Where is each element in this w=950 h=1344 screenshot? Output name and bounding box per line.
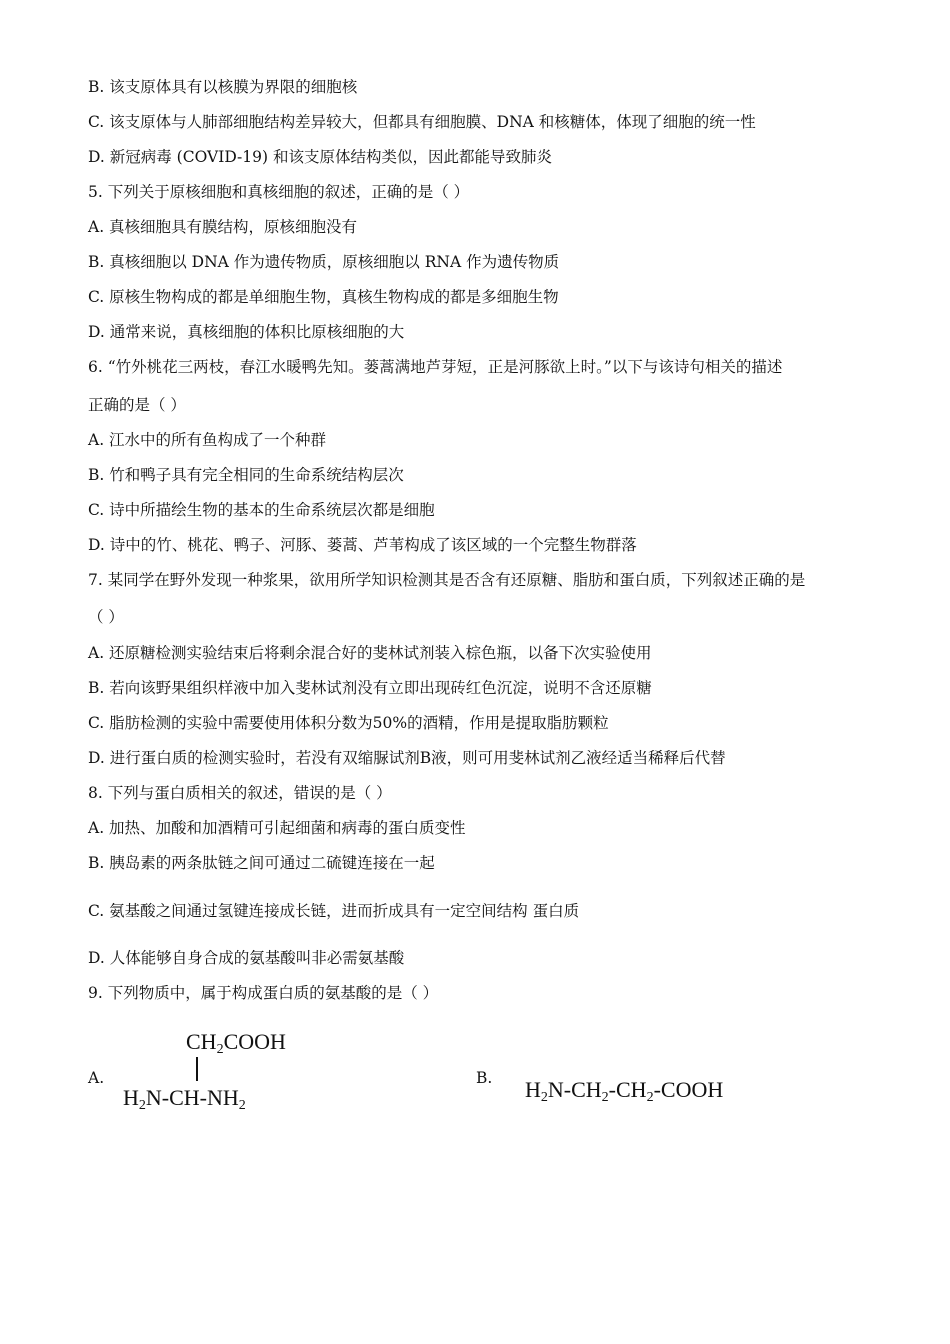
q5-stem: 5. 下列关于原核细胞和真核细胞的叙述，正确的是（ ） xyxy=(88,183,470,201)
q9-option-a-side-chain: $CH_2COOH$ xyxy=(186,1029,286,1057)
q8-option-c: C. 氨基酸之间通过氢键连接成长链，进而折成具有一定空间结构 蛋白质 xyxy=(88,902,580,920)
q6-option-b: B. 竹和鸭子具有完全相同的生命系统结构层次 xyxy=(88,466,404,484)
q4-option-c: C. 该支原体与人肺部细胞结构差异较大，但都具有细胞膜、DNA 和核糖体，体现了细胞的统一性 xyxy=(88,113,756,131)
q5-option-b: B. 真核细胞以 DNA 作为遗传物质，原核细胞以 RNA 作为遗传物质 xyxy=(88,253,560,271)
q7-option-b: B. 若向该野果组织样液中加入斐林试剂没有立即出现砖红色沉淀，说明不含还原糖 xyxy=(88,679,652,697)
q7-option-d: D. 进行蛋白质的检测实验时，若没有双缩脲试剂B液，则可用斐林试剂乙液经适当稀释后代替 xyxy=(88,749,726,767)
q8-option-a: A. 加热、加酸和加酒精可引起细菌和病毒的蛋白质变性 xyxy=(88,819,466,837)
q7-stem-line2: （ ） xyxy=(88,608,124,626)
q4-option-d: D. 新冠病毒 (COVID-19) 和该支原体结构类似，因此都能导致肺炎 xyxy=(88,148,552,166)
q4-option-b: B. 该支原体具有以核膜为界限的细胞核 xyxy=(88,78,358,96)
q6-option-d: D. 诗中的竹、桃花、鸭子、河豚、蒌蒿、芦苇构成了该区域的一个完整生物群落 xyxy=(88,536,637,554)
q9-option-a-vertical-bond xyxy=(196,1057,198,1081)
q5-option-d: D. 通常来说，真核细胞的体积比原核细胞的大 xyxy=(88,323,405,341)
q8-stem: 8. 下列与蛋白质相关的叙述，错误的是（ ） xyxy=(88,784,392,802)
q7-option-c: C. 脂肪检测的实验中需要使用体积分数为50%的酒精，作用是提取脂肪颗粒 xyxy=(88,714,609,732)
q8-option-d: D. 人体能够自身合成的氨基酸叫非必需氨基酸 xyxy=(88,949,405,967)
q6-option-c: C. 诗中所描绘生物的基本的生命系统层次都是细胞 xyxy=(88,501,435,519)
q9-option-b-label: B. xyxy=(476,1069,493,1087)
q7-option-a: A. 还原糖检测实验结束后将剩余混合好的斐林试剂装入棕色瓶，以备下次实验使用 xyxy=(88,644,652,662)
q6-stem-line1: 6. “竹外桃花三两枝，春江水暖鸭先知。蒌蒿满地芦芽短，正是河豚欲上时。”以下与该诗句相关的描述 xyxy=(88,358,783,376)
q6-option-a: A. 江水中的所有鱼构成了一个种群 xyxy=(88,431,327,449)
q9-option-b-formula: $H_2N-CH_2-CH_2$-COOH xyxy=(525,1077,724,1105)
q7-stem-line1: 7. 某同学在野外发现一种浆果，欲用所学知识检测其是否含有还原糖、脂肪和蛋白质，下列叙述正确的是 xyxy=(88,571,806,589)
q8-option-b: B. 胰岛素的两条肽链之间可通过二硫键连接在一起 xyxy=(88,854,435,872)
q9-option-a-backbone: $H_2N-CH-NH_2$ xyxy=(123,1085,246,1113)
q5-option-a: A. 真核细胞具有膜结构，原核细胞没有 xyxy=(88,218,358,236)
q6-stem-line2: 正确的是（ ） xyxy=(88,396,186,414)
q5-option-c: C. 原核生物构成的都是单细胞生物，真核生物构成的都是多细胞生物 xyxy=(88,288,559,306)
q9-stem: 9. 下列物质中，属于构成蛋白质的氨基酸的是（ ） xyxy=(88,984,439,1002)
q9-option-a-label: A. xyxy=(88,1069,105,1087)
